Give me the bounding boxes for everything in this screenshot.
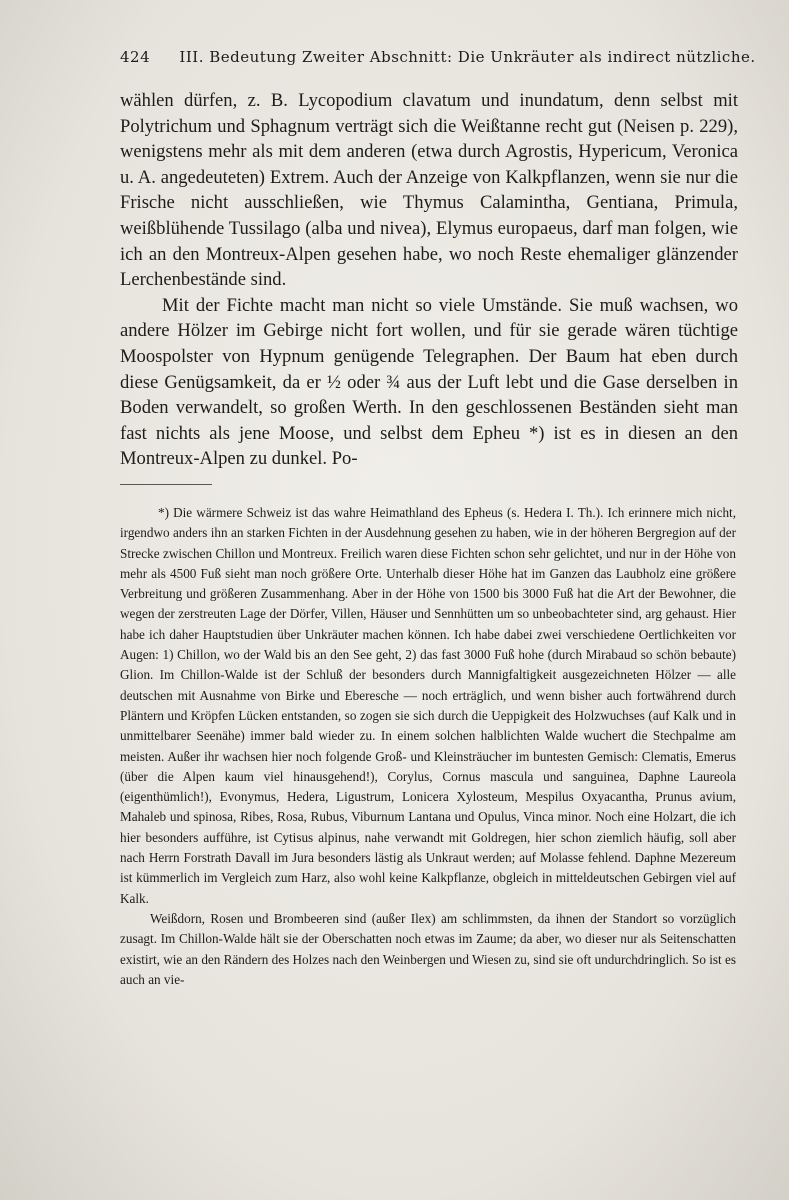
footnote-rule xyxy=(120,484,212,485)
footnote-paragraph: *) Die wärmere Schweiz ist das wahre Heimathland des Epheus (s. Hedera I. Th.). Ich erinnere mich nicht, irgendwo anders ihn an starken Fichten in der Ausdehnung gesehen zu haben, wie in der höheren Bergregion auf der Strecke zwischen Chillon und Montreux. Freilich waren diese Fichten schon sehr gelichtet, und nur in der Höhe von mehr als 4500 Fuß sieht man noch größere Orte. Unterhalb dieser Höhe hat im Ganzen das Laubholz eine größere Verbreitung und größeren Zusammenhang. Aber in der Höhe von 1500 bis 3000 Fuß hat die Art der Bewohner, die wegen der zerstreuten Lage der Dörfer, Villen, Häuser und Sennhütten um so unbeobachteter sind, arg gehaust. Hier habe ich daher Hauptstudien über Unkräuter machen können. Ich habe dabei zwei verschiedene Oertlichkeiten vor Augen: 1) Chillon, wo der Wald bis an den See geht, 2) das fast 3000 Fuß hohe (durch Mirabaud so schön bebaute) Glion. Im Chillon-Walde ist der Schluß der besonders durch Mannigfaltigkeit ausgezeichneten Hölzer — alle deutschen mit Ausnahme von Birke und Eberesche — noch erträglich, und wenn bisher auch fortwährend durch Pläntern und Kröpfen Lücken entstanden, so zogen sie sich durch die Ueppigkeit des Holzwuchses (auf Kalk und in unmittelbarer Seenähe) immer bald wieder zu. In einem solchen halblichten Walde wuchert die Stechpalme am meisten. Außer ihr wachsen hier noch folgende Groß- und Kleinsträucher im buntesten Gemisch: Clematis, Emerus (über die Alpen kaum viel hinausgehend!), Corylus, Cornus mascula und sanguinea, Daphne Laureola (eigenthümlich!), Evonymus, Hedera, Ligustrum, Lonicera Xylosteum, Mespilus Oxyacantha, Prunus avium, Mahaleb und spinosa, Ribes, Rosa, Rubus, Viburnum Lantana und Opulus, Vinca minor. Noch eine Holzart, die ich hier besonders aufführe, ist Cytisus alpinus, nahe verwandt mit Goldregen, hier schon ziemlich häufig, soll aber nach Herrn Forstrath Davall im Jura besonders lästig als Unkraut werden; auf Molasse fehlend. Daphne Mezereum ist kümmerlich im Vergleich zum Harz, also wohl keine Kalkpflanze, obgleich in mitteldeutschen Gebirgen viel auf Kalk. xyxy=(120,505,736,906)
running-title: III. Bedeutung Zweiter Abschnitt: Die Unkräuter als indirect nützliche. xyxy=(179,48,756,66)
main-text xyxy=(120,88,738,472)
page-number: 424 xyxy=(120,48,151,66)
running-header xyxy=(120,48,760,66)
footnote xyxy=(120,503,736,990)
paragraph: Mit der Fichte macht man nicht so viele Umstände. Sie muß wachsen, wo andere Hölzer im Gebirge nicht fort wollen, und für sie gerade wären tüchtige Moospolster von Hypnum genügende Telegraphen. Der Baum hat eben durch diese Genügsamkeit, da er ½ oder ¾ aus der Luft lebt und die Gase derselben in Boden verwandelt, so großen Werth. In den geschlossenen Beständen sieht man fast nichts als jene Moose, und selbst dem Epheu *) ist es in diesen an den Montreux-Alpen zu dunkel. Po- xyxy=(120,294,738,470)
paragraph: wählen dürfen, z. B. Lycopodium clavatum und inundatum, denn selbst mit Polytrichum und Sphagnum verträgt sich die Weißtanne recht gut (Neisen p. 229), wenigstens mehr als mit dem anderen (etwa durch Agrostis, Hypericum, Veronica u. A. angedeuteten) Extrem. Auch der Anzeige von Kalkpflanzen, wenn sie nur die Frische nicht ausschließen, wie Thymus Calamintha, Gentiana, Primula, weißblühende Tussilago (alba und nivea), Elymus europaeus, darf man folgen, wie ich an den Montreux-Alpen gesehen habe, wo noch Reste ehemaliger glänzender Lerchenbestände sind. xyxy=(120,90,738,291)
footnote-paragraph: Weißdorn, Rosen und Brombeeren sind (außer Ilex) am schlimmsten, da ihnen der Standort so vorzüglich zusagt. Im Chillon-Walde hält sie der Oberschatten noch etwas im Zaume; da aber, wo dieser nur als Seitenschatten existirt, wie an den Rändern des Holzes nach den Weinbergen und Wiesen zu, sind sie oft undurchdringlich. So ist es auch an vie- xyxy=(120,910,736,987)
